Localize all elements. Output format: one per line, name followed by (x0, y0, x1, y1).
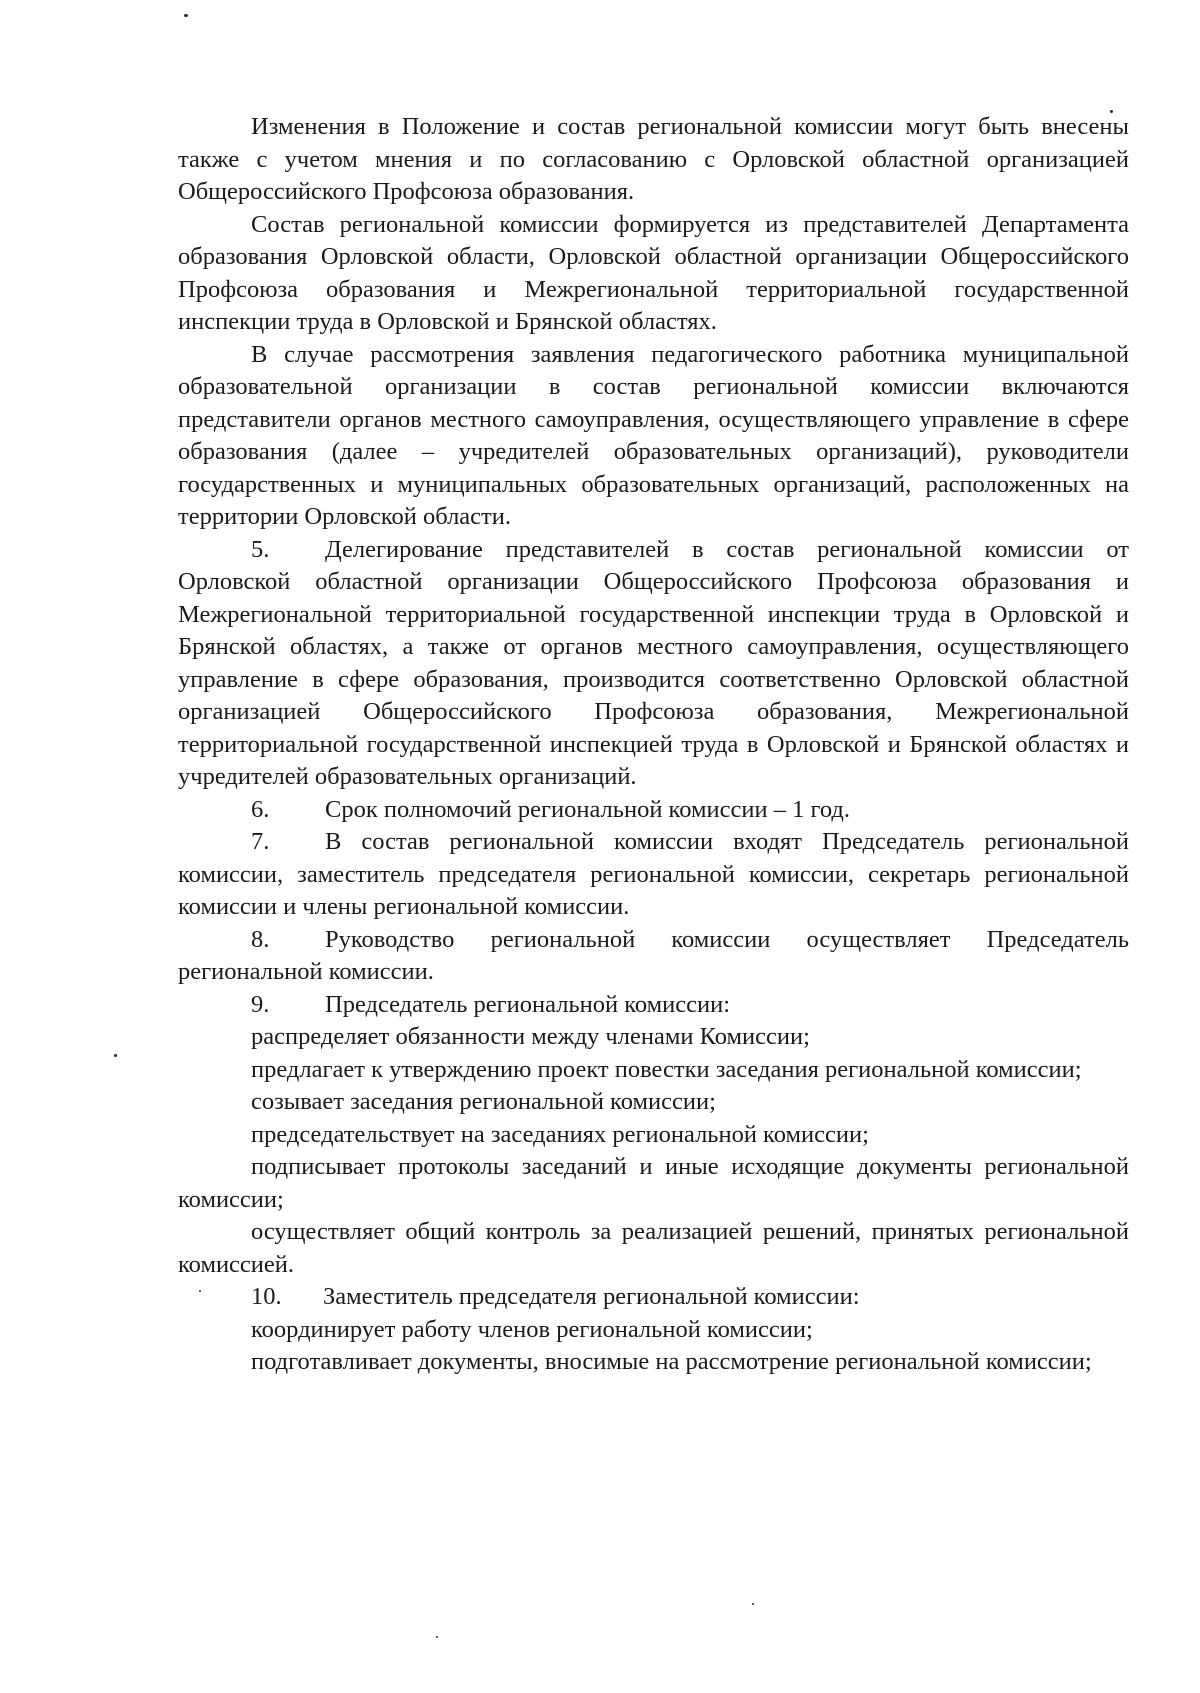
numbered-paragraph: 5. Делегирование представителей в состав региональной комиссии от Орловской областной организации Общероссийского Профсоюза образования и Межрегиональной территориальной государственной инспекции труда в Орловской и Брянской областях, а также от органов местного самоуправления, осуществляющего управление в сфере образования, производится соответственно Орловской областной организацией Общероссийского Профсоюза образования, Межрегиональной территориальной государственной инспекцией труда в Орловской и Брянской областях и учредителей образовательных организаций. (178, 535, 1129, 790)
numbered-paragraph: 9. Председатель региональной комиссии: (178, 989, 1129, 1022)
numbered-paragraph: 6. Срок полномочий региональной комиссии – 1 год. (178, 794, 1129, 827)
paragraph: подписывает протоколы заседаний и иные исходящие документы региональной комиссии; (178, 1153, 1129, 1213)
numbered-paragraph: 8. Руководство региональной комиссии осуществляет Председатель региональной комиссии. (178, 925, 1129, 985)
numbered-paragraph: 7. В состав региональной комиссии входят Председатель региональной комиссии, заместитель председателя региональной комиссии, секретарь региональной комиссии и члены региональной комиссии. (178, 828, 1129, 920)
item-number: 5. (251, 535, 270, 563)
paragraph: осуществляет общий контроль за реализацией решений, принятых региональной комиссией. (178, 1218, 1129, 1278)
paragraph: Состав региональной комиссии формируется из представителей Департамента образования Орловской области, Орловской областной организации Общероссийского Профсоюза образования и Межрегиональной территориальной государственной инспекции труда в Орловской и Брянской областях. (178, 210, 1129, 335)
scan-speck (184, 14, 188, 17)
paragraph: В случае рассмотрения заявления педагогического работника муниципальной образовательной организации в состав региональной комиссии включаются представители органов местного самоуправления, осуществляющего управление в сфере образования (далее – учредителей образовательных организаций), руководители государственных и муниципальных образовательных организаций, расположенных на территории Орловской области. (178, 340, 1129, 530)
scan-speck (1110, 110, 1113, 113)
numbered-paragraph: 10. Заместитель председателя региональной комиссии: (178, 1281, 1129, 1314)
paragraph: координирует работу членов региональной комиссии; (251, 1315, 813, 1343)
paragraph: распределяет обязанности между членами Комиссии; (251, 1023, 810, 1050)
scan-speck (436, 1636, 438, 1638)
scan-speck (752, 1603, 754, 1605)
paragraph: подготавливает документы, вносимые на рассмотрение региональной комиссии; (251, 1348, 1092, 1375)
paragraph: созывает заседания региональной комиссии; (251, 1088, 716, 1115)
paragraph: Изменения в Положение и состав региональной комиссии могут быть внесены также с учетом мнения и по согласованию с Орловской областной организацией Общероссийского Профсоюза образования. (178, 113, 1129, 205)
item-number: 9. (251, 990, 270, 1018)
document-body (178, 111, 1129, 1379)
item-number: 8. (251, 925, 270, 953)
item-number: 6. (251, 795, 270, 823)
paragraph: председательствует на заседаниях региональной комиссии; (251, 1120, 869, 1148)
item-number: 7. (251, 828, 270, 855)
scan-speck (199, 1290, 201, 1292)
paragraph: предлагает к утверждению проект повестки заседания региональной комиссии; (251, 1055, 1082, 1083)
item-number: 10. (251, 1283, 282, 1310)
scan-speck (114, 1054, 117, 1057)
